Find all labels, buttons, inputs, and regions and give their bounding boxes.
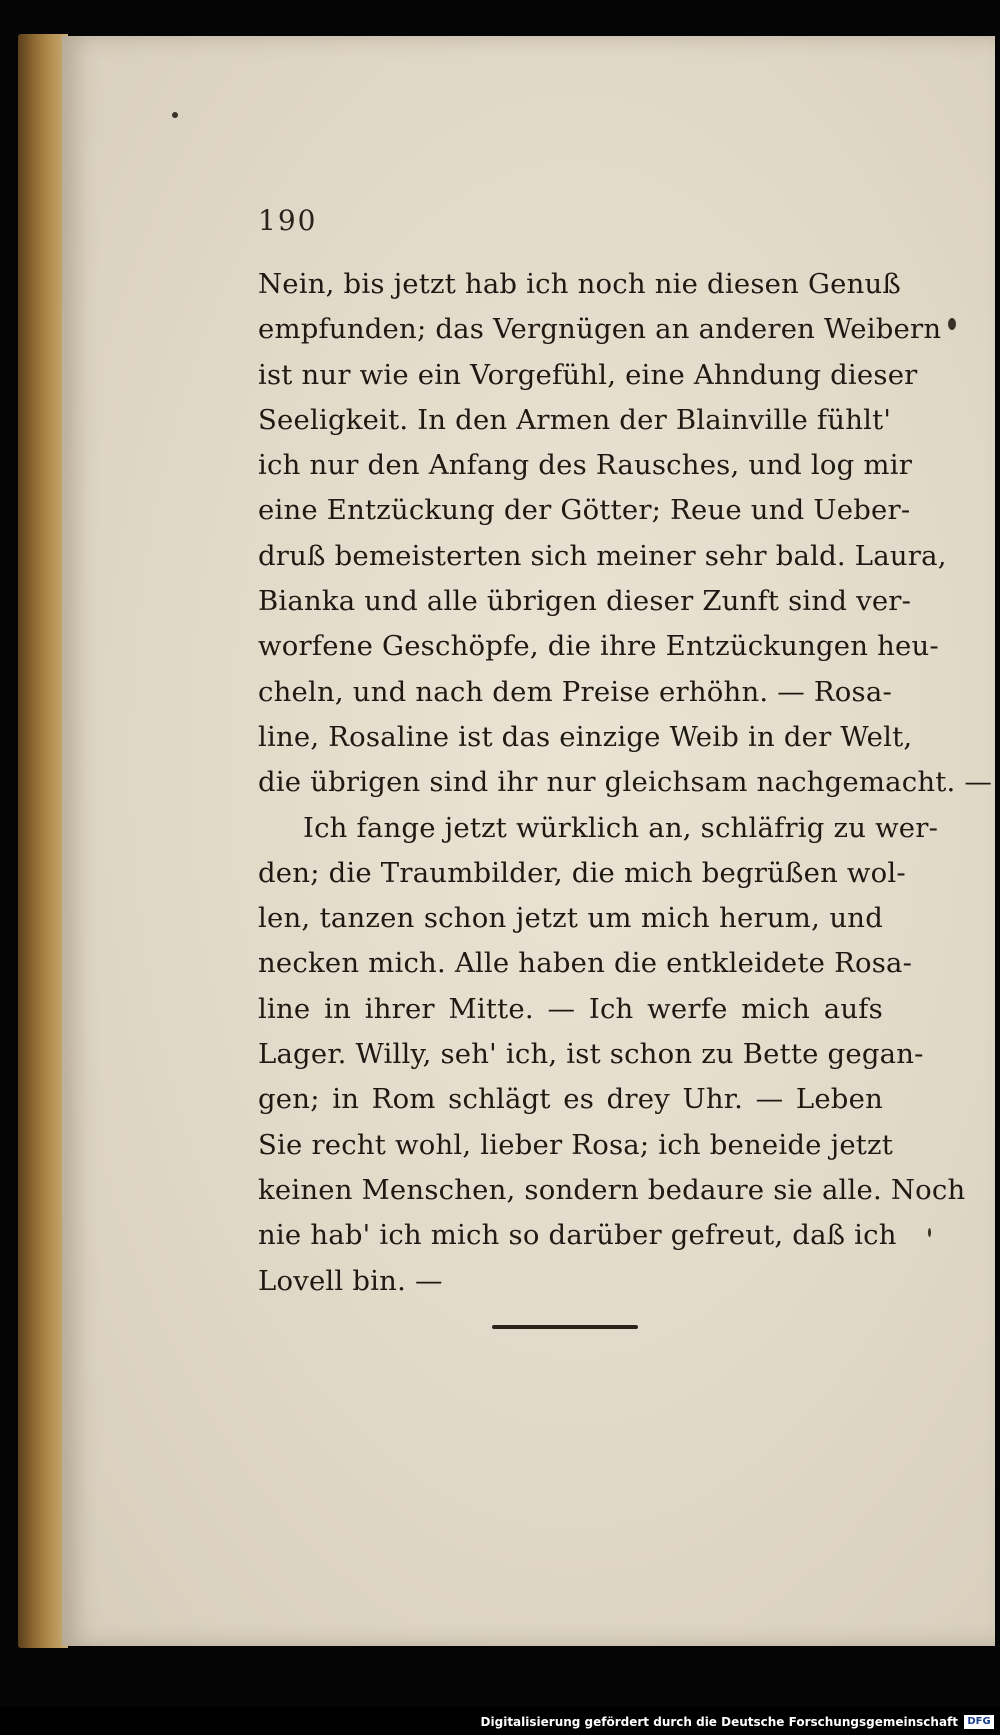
paper-speck <box>948 318 956 330</box>
text-line: ist nur wie ein Vorgefühl, eine Ahndung dieser <box>258 358 918 391</box>
text-line: empfunden; das Vergnügen an anderen Weibern <box>258 313 942 346</box>
page-text <box>258 262 993 1304</box>
text-line: ich nur den Anfang des Rausches, und log mir <box>258 449 913 482</box>
text-line: Seeligkeit. In den Armen der Blainville fühlt' <box>258 403 892 436</box>
text-line: Nein, bis jetzt hab ich noch nie diesen Genuß <box>258 268 902 300</box>
text-line: den; die Traumbilder, die mich begrüßen wol- <box>258 856 906 889</box>
paper-speck <box>172 112 178 118</box>
text-line: line in ihrer Mitte. — Ich werfe mich aufs <box>258 992 883 1025</box>
text-line: cheln, und nach dem Preise erhöhn. — Rosa- <box>258 675 892 708</box>
text-line: eine Entzückung der Götter; Reue und Ueber- <box>258 494 911 527</box>
end-rule <box>492 1325 638 1329</box>
paper-speck <box>928 1228 931 1237</box>
text-line: die übrigen sind ihr nur gleichsam nachgemacht. — <box>258 766 993 799</box>
text-line: line, Rosaline ist das einzige Weib in der Welt, <box>258 720 913 753</box>
text-line: keinen Menschen, sondern bedaure sie alle. Noch <box>258 1173 966 1206</box>
dfg-logo-icon: DFG <box>964 1715 994 1729</box>
text-line: gen; in Rom schlägt es drey Uhr. — Leben <box>258 1083 883 1116</box>
page-number: 190 <box>258 204 318 237</box>
footer-credit: Digitalisierung gefördert durch die Deutsche Forschungsgemeinschaft <box>480 1715 958 1729</box>
text-line: worfene Geschöpfe, die ihre Entzückungen heu- <box>258 630 939 663</box>
text-line: Sie recht wohl, lieber Rosa; ich beneide jetzt <box>258 1128 893 1161</box>
text-line: necken mich. Alle haben die entkleidete Rosa- <box>258 947 913 980</box>
text-line: Bianka und alle übrigen dieser Zunft sind ver- <box>258 585 912 618</box>
text-line: nie hab' ich mich so darüber gefreut, daß ich <box>258 1219 897 1252</box>
text-line: Lager. Willy, seh' ich, ist schon zu Bette gegan- <box>258 1038 924 1071</box>
book-fore-edge <box>18 34 68 1648</box>
text-line: Lovell bin. — <box>258 1264 443 1297</box>
text-line: druß bemeisterten sich meiner sehr bald. Laura, <box>258 539 947 572</box>
text-line: Ich fange jetzt würklich an, schläfrig zu wer- <box>303 811 939 844</box>
text-line: len, tanzen schon jetzt um mich herum, und <box>258 902 883 935</box>
footer-bar <box>0 1707 1000 1735</box>
